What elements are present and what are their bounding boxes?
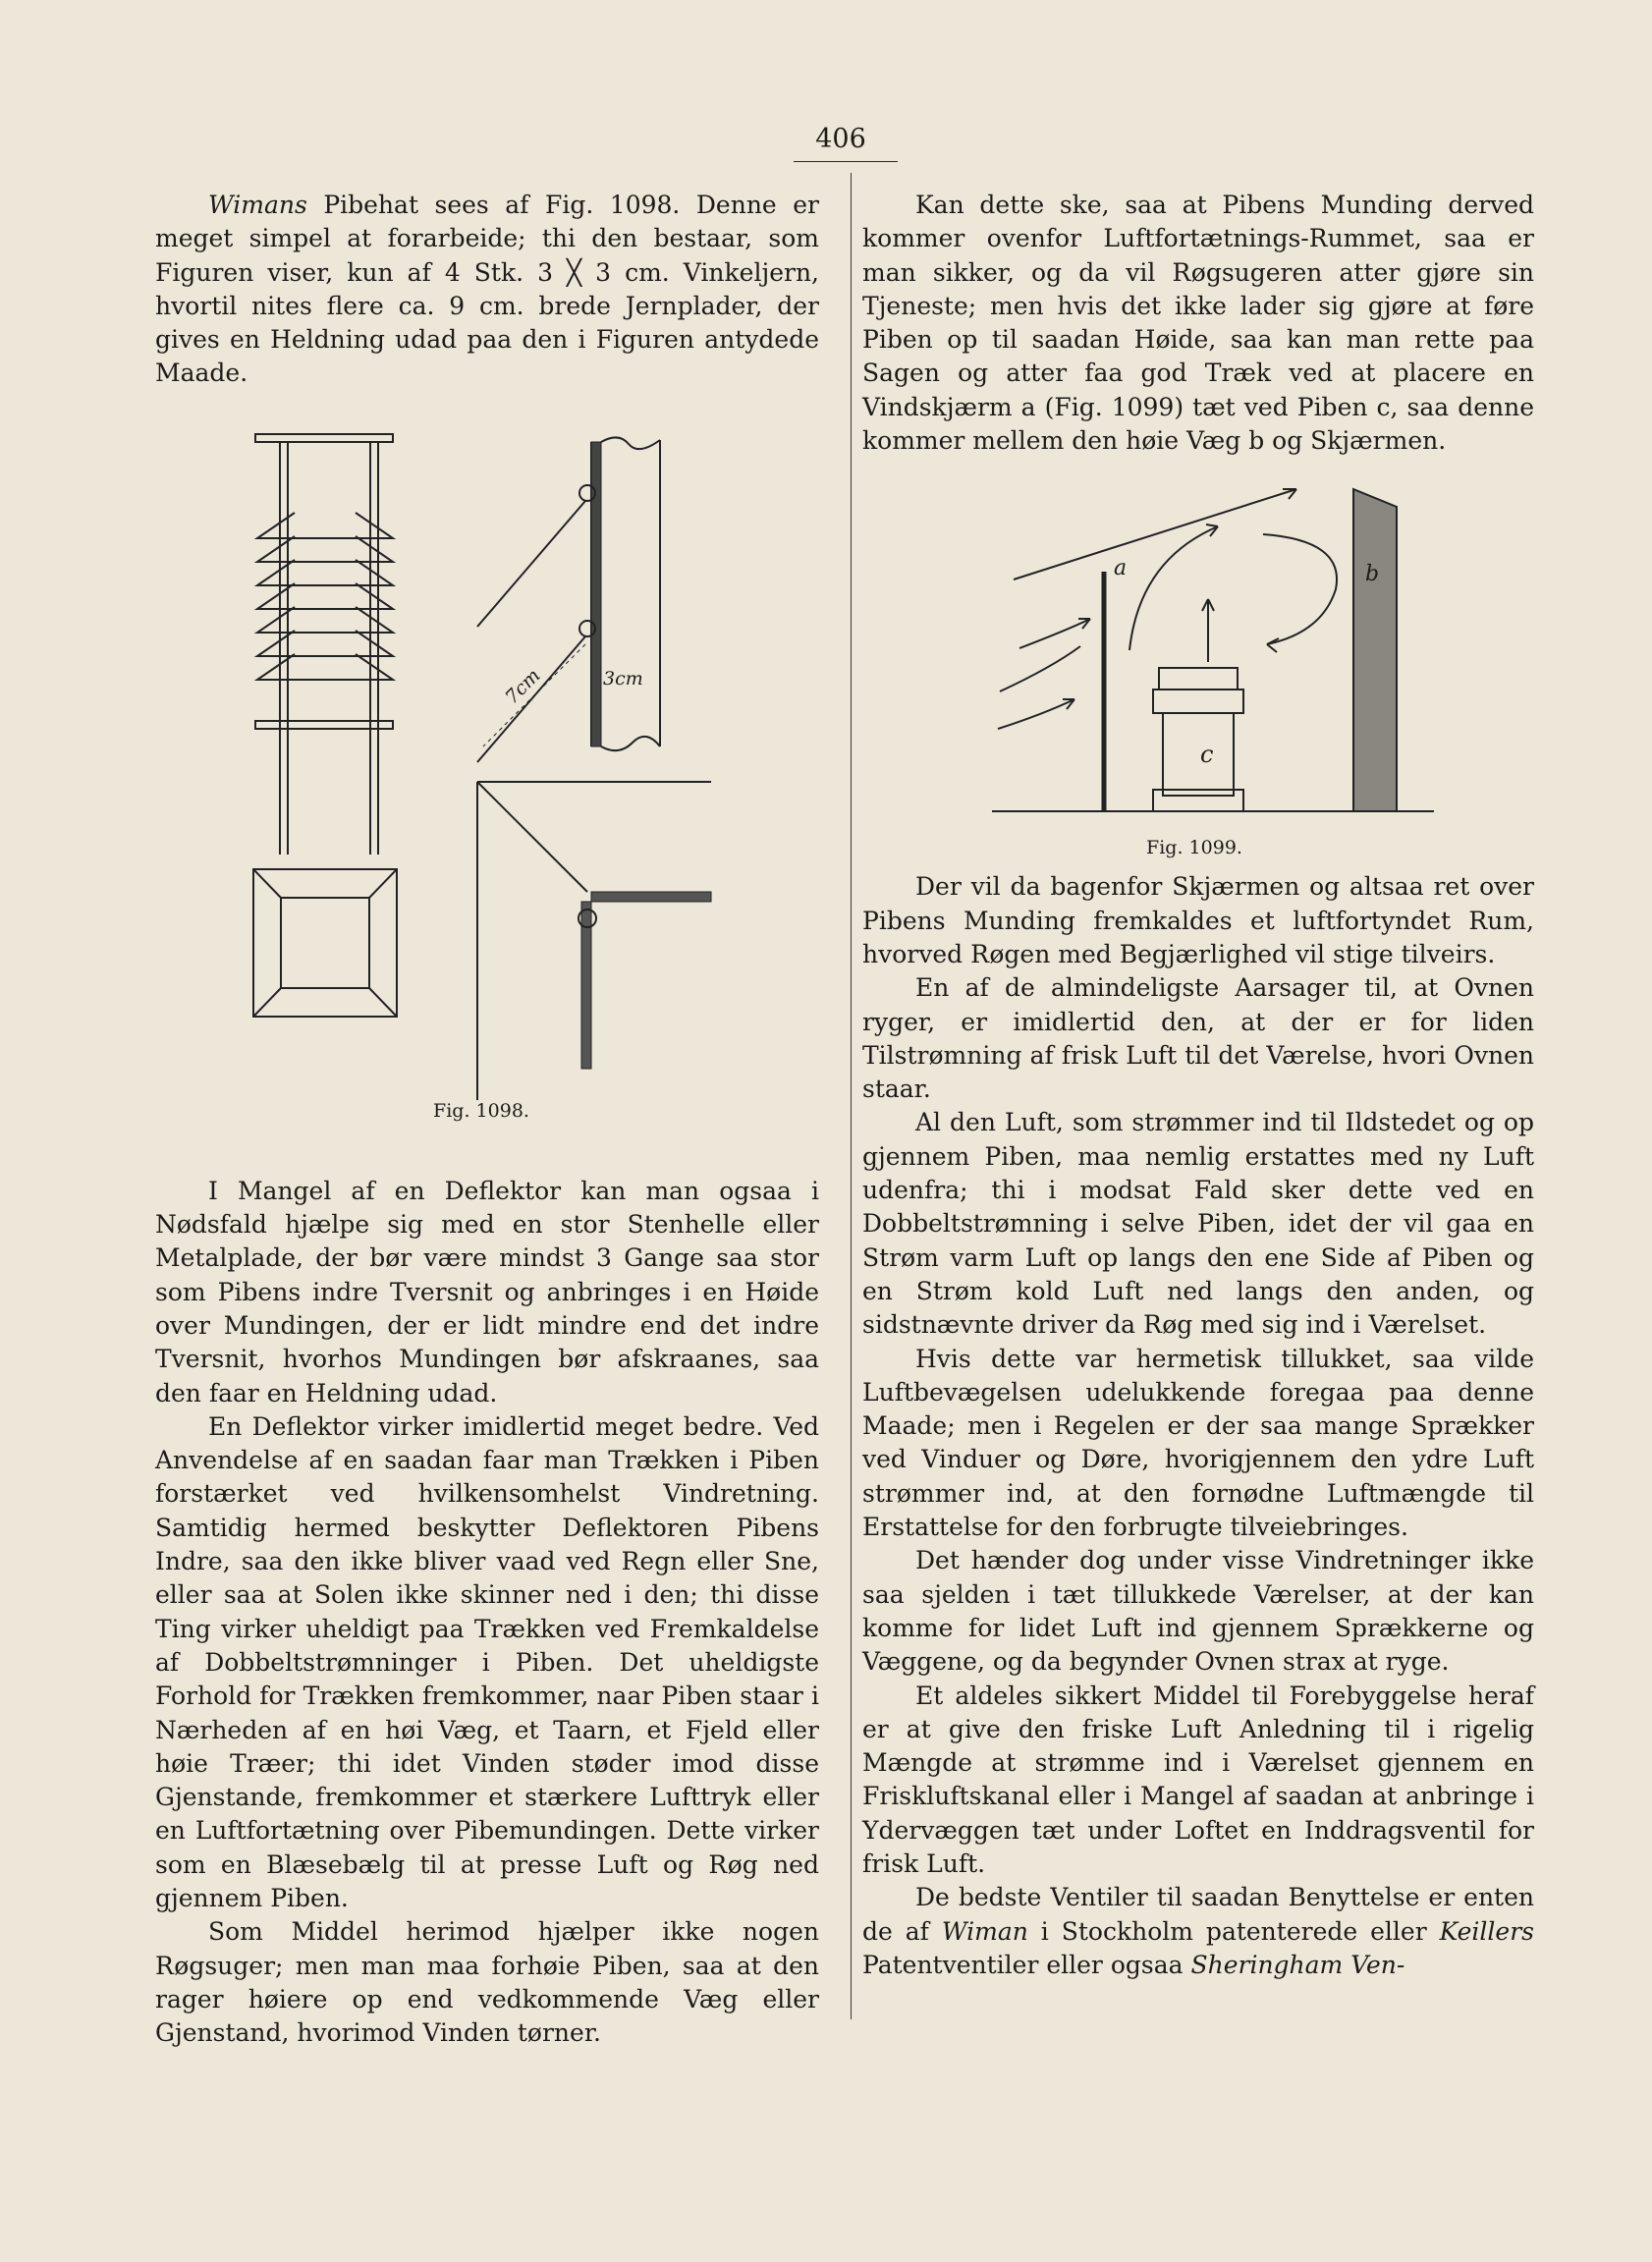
page-number-rule xyxy=(794,161,898,162)
right-column xyxy=(862,189,1534,1982)
right-paragraph-4: Hvis dette var hermetisk tillukket, saa vilde Luftbevægelsen udelukkende foregaa paa denne Maade; men i Regelen er der saa mange Sprækker ved Vinduer og Døre, hvorigjennem den ydre Luft strømmer ind, at den fornødne Luftmængde til Erstattelse for den forbrugte tilveiebringes. xyxy=(862,1344,1534,1542)
air-flow-arrows xyxy=(998,489,1337,729)
last-italic-3: Sheringham Ven- xyxy=(1190,1950,1405,1979)
left-paragraph-3: Som Middel herimod hjælper ikke nogen Røgsuger; men man maa forhøie Piben, saa at den rager høiere op end vedkommende Væg eller Gjenstand, hvorimod Vinden tørner. xyxy=(155,1917,819,2048)
fig-1099-label-a: a xyxy=(1114,556,1128,580)
right-paragraph-5: Det hænder dog under visse Vindretninger ikke saa sjelden i tæt tillukkede Værelser, at der kan komme for lidet Luft ind gjennem Sprækkerne og Væggene, og da begynder Ovnen strax at ryge. xyxy=(862,1546,1534,1677)
intro-author: Wimans xyxy=(208,191,307,219)
column-divider xyxy=(851,173,852,2019)
fig-1099-label-c: c xyxy=(1200,741,1214,768)
fig-1098-label-3cm: 3cm xyxy=(603,668,643,690)
fig-1098-label-7cm: 7cm xyxy=(501,664,545,709)
right-paragraph-top: Kan dette ske, saa at Pibens Munding derved kommer ovenfor Luftfortætnings-Rummet, saa er man sikker, og da vil Røgsugeren atter gjøre sin Tjeneste; men hvis det ikke lader sig gjøre at føre Piben op til saadan Høide, saa kan man rette paa Sagen og atter faa god Træk ved at placere en Vindskjærm a (Fig. 1099) tæt ved Piben c, saa denne kommer mellem den høie Væg b og Skjærmen. xyxy=(862,191,1534,456)
intro-text: Pibehat sees af Fig. 1098. Denne er meget simpel at forarbeide; thi den bestaar, som Figuren viser, kun af 4 Stk. 3 ╳ 3 cm. Vinkeljern, hvortil nites flere ca. 9 cm. brede Jernplader, der gives en Heldning udad paa den i Figuren antydede Maade. xyxy=(155,191,819,388)
corner-detail xyxy=(477,782,711,1100)
last-text-1: De bedste Ventiler til saadan Benyttelse er enten de af xyxy=(862,1883,1534,1946)
last-text-2: i Stockholm patenterede eller xyxy=(1027,1916,1440,1946)
chimney-hat-plan xyxy=(253,869,397,1017)
left-paragraph-2: En Deflektor virker imidlertid meget bedre. Ved Anvendelse af en saadan faar man Trækken i Piben forstærket ved hvilkensomhelst Vindretning. Samtidig hermed beskytter Deflektoren Pibens Indre, saa den ikke bliver vaad ved Regn eller Sne, eller saa at Solen ikke skinner ned i den; thi disse Ting virker uheldigt paa Trækken ved Fremkaldelse af Dobbeltstrømninger i Piben. Det uheldigste Forhold for Trækken fremkommer, naar Piben staar i Nærheden af en høi Væg, et Taarn, et Fjeld eller høie Træer; thi idet Vinden støder imod disse Gjenstande, fremkommer et stærkere Lufttryk eller en Luftfortætning over Pibemundingen. Dette virker som en Blæsebælg til at presse Luft og Røg ned gjennem Piben. xyxy=(155,1411,819,1913)
fig-1098-drawing xyxy=(236,422,727,1100)
fig-1099-caption: Fig. 1099. xyxy=(1146,837,1242,858)
louvre-plates xyxy=(257,513,393,680)
fig-1099-drawing xyxy=(972,481,1434,835)
last-italic-2: Keillers xyxy=(1439,1916,1534,1946)
last-italic-1: Wiman xyxy=(941,1916,1028,1946)
chimney-hat-elevation xyxy=(255,434,393,855)
fig-1099-label-b: b xyxy=(1365,562,1380,586)
right-paragraph-1: Der vil da bagenfor Skjærmen og altsaa ret over Pibens Munding fremkaldes et luftfortyndet Rum, hvorved Røgen med Begjærlighed vil stige tilveirs. xyxy=(862,872,1534,968)
fig-1098-caption: Fig. 1098. xyxy=(433,1100,529,1122)
right-paragraph-3: Al den Luft, som strømmer ind til Ildstedet og op gjennem Piben, maa nemlig erstattes med ny Luft udenfra; thi i modsat Fald sker dette ved en Dobbeltstrømning i selve Piben, idet der vil gaa en Strøm varm Luft op langs den ene Side af Piben og en Strøm kold Luft ned langs den anden, og sidstnævnte driver da Røg med sig ind i Værelset. xyxy=(862,1108,1534,1340)
page-number: 406 xyxy=(815,124,866,154)
right-paragraph-last xyxy=(862,1881,1534,1982)
right-paragraph-2: En af de almindeligste Aarsager til, at Ovnen ryger, er imidlertid den, at der er for liden Tilstrømning af frisk Luft til det Værelse, hvori Ovnen staar. xyxy=(862,973,1534,1104)
angle-iron-detail xyxy=(477,437,660,762)
chimney-c xyxy=(1153,668,1243,811)
right-paragraph-6: Et aldeles sikkert Middel til Forebyggelse heraf er at give den friske Luft Anledning til i rigelig Mængde at strømme ind i Værelset gjennem en Friskluftskanal eller i Mangel af saadan at anbringe i Ydervæggen tæt under Loftet en Inddragsventil for frisk Luft. xyxy=(862,1681,1534,1878)
wall-b xyxy=(1353,489,1397,811)
last-text-3: Patentventiler eller ogsaa xyxy=(862,1950,1191,1979)
left-paragraph-1: I Mangel af en Deflektor kan man ogsaa i Nødsfald hjælpe sig med en stor Stenhelle eller Metalplade, der bør være mindst 3 Gange saa stor som Pibens indre Tversnit og anbringes i en Høide over Mundingen, der er lidt mindre end det indre Tversnit, hvorhos Mundingen bør afskraanes, saa den faar en Heldning udad. xyxy=(155,1176,819,1407)
intro-paragraph xyxy=(155,189,819,391)
